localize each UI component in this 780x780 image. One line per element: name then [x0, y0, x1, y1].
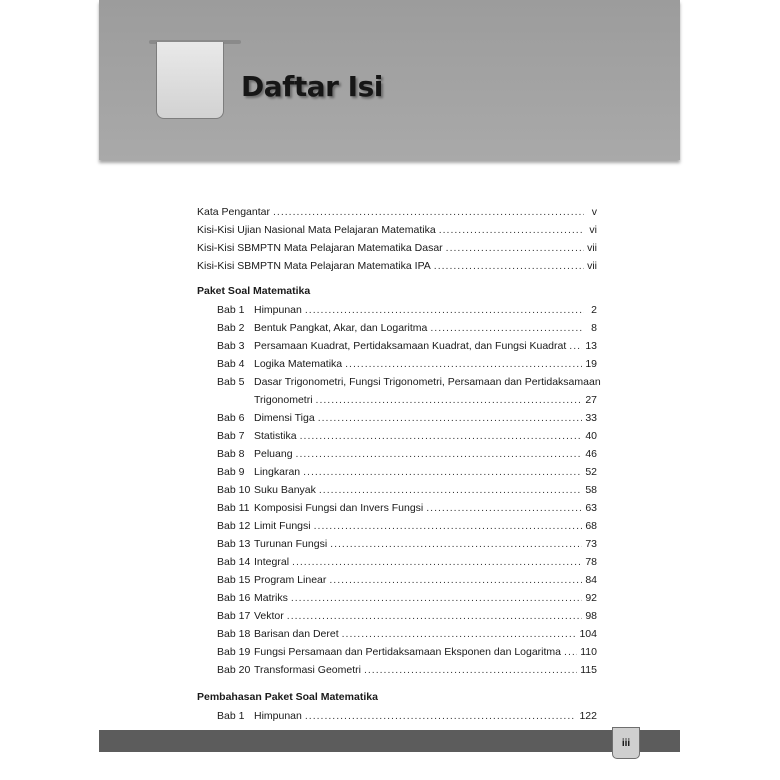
chapter-number: Bab 4 [217, 358, 245, 370]
chapter-number: Bab 2 [217, 322, 245, 334]
entry-title: Persamaan Kuadrat, Pertidaksamaan Kuadrat, dan Fungsi Kuadrat [254, 340, 567, 352]
entry-page: vi [589, 224, 597, 236]
entry-page: 2 [591, 304, 597, 316]
dot-leader [330, 535, 582, 553]
toc-entry[interactable] [197, 481, 597, 499]
entry-title: Barisan dan Deret [254, 628, 339, 640]
section-heading-paket-soal: Paket Soal Matematika [197, 285, 311, 297]
entry-page: 27 [585, 394, 597, 406]
entry-page: 92 [585, 592, 597, 604]
dot-leader [439, 221, 584, 239]
toc-entry[interactable] [197, 535, 597, 553]
entry-page: 104 [579, 628, 597, 640]
dot-leader [426, 499, 582, 517]
toc-entry[interactable] [197, 607, 597, 625]
dot-leader [273, 203, 584, 221]
entry-page: 40 [585, 430, 597, 442]
dot-leader [342, 625, 577, 643]
toc-entry[interactable] [197, 221, 597, 239]
dot-leader [296, 445, 583, 463]
chapter-number: Bab 13 [217, 538, 251, 550]
entry-page: 115 [580, 664, 597, 676]
chapter-number: Bab 12 [217, 520, 251, 532]
entry-page: 19 [585, 358, 597, 370]
toc-entry[interactable] [197, 445, 597, 463]
dot-leader [291, 589, 582, 607]
toc-entry[interactable] [197, 409, 597, 427]
entry-title: Lingkaran [254, 466, 301, 478]
entry-title: Transformasi Geometri [254, 664, 361, 676]
entry-page: 33 [585, 412, 597, 424]
toc-entry[interactable] [197, 707, 597, 725]
chapter-number: Bab 8 [217, 448, 245, 460]
toc-entry[interactable] [197, 499, 597, 517]
dot-leader [569, 337, 582, 355]
section-heading-pembahasan: Pembahasan Paket Soal Matematika [197, 691, 378, 703]
chapter-number: Bab 19 [217, 646, 251, 658]
entry-title: Logika Matematika [254, 358, 343, 370]
toc-entry[interactable] [197, 203, 597, 221]
toc-entry[interactable] [197, 553, 597, 571]
toc-entry[interactable] [197, 571, 597, 589]
section-pembahasan-list [197, 707, 597, 725]
entry-page: 8 [591, 322, 597, 334]
table-of-contents [197, 203, 601, 725]
page-number: iii [612, 727, 640, 759]
chapter-number: Bab 6 [217, 412, 245, 424]
dot-leader [318, 409, 583, 427]
section-paket-soal-list [197, 301, 601, 679]
entry-page: 78 [585, 556, 597, 568]
dot-leader [345, 355, 582, 373]
toc-entry[interactable] [197, 355, 597, 373]
entry-title: Limit Fungsi [254, 520, 311, 532]
entry-title: Kata Pengantar [197, 206, 270, 218]
dot-leader [564, 643, 577, 661]
dot-leader [314, 517, 583, 535]
entry-title: Kisi-Kisi SBMPTN Mata Pelajaran Matematika Dasar [197, 242, 443, 254]
toc-entry[interactable] [197, 661, 597, 679]
dot-leader [287, 607, 583, 625]
entry-page: vii [587, 260, 597, 272]
toc-entry[interactable] [197, 517, 597, 535]
entry-title: Kisi-Kisi Ujian Nasional Mata Pelajaran Matematika [197, 224, 436, 236]
entry-title: Suku Banyak [254, 484, 316, 496]
dot-leader [319, 481, 582, 499]
dot-leader [305, 707, 577, 725]
dot-leader [303, 463, 582, 481]
dot-leader [300, 427, 583, 445]
document-page [99, 0, 680, 780]
entry-title: Integral [254, 556, 290, 568]
chapter-number: Bab 14 [217, 556, 251, 568]
toc-entry[interactable] [197, 257, 597, 275]
toc-entry-line2[interactable] [197, 391, 597, 409]
chapter-number: Bab 3 [217, 340, 245, 352]
toc-entry[interactable] [197, 589, 597, 607]
toc-entry[interactable] [197, 427, 597, 445]
entry-title: Kisi-Kisi SBMPTN Mata Pelajaran Matematika IPA [197, 260, 431, 272]
entry-page: 58 [585, 484, 597, 496]
toc-entry[interactable] [197, 319, 597, 337]
chapter-number: Bab 9 [217, 466, 245, 478]
footer-bar [99, 730, 680, 752]
front-matter-list [197, 203, 597, 275]
bookmark-tab-graphic [156, 42, 224, 119]
entry-title: Statistika [254, 430, 297, 442]
chapter-number: Bab 20 [217, 664, 251, 676]
chapter-number: Bab 16 [217, 592, 251, 604]
toc-entry[interactable] [197, 337, 597, 355]
entry-title: Himpunan [254, 304, 302, 316]
entry-title: Peluang [254, 448, 293, 460]
entry-title: Komposisi Fungsi dan Invers Fungsi [254, 502, 424, 514]
dot-leader [446, 239, 584, 257]
entry-page: v [591, 206, 597, 218]
chapter-number: Bab 7 [217, 430, 245, 442]
entry-page: 73 [585, 538, 597, 550]
entry-page: 84 [585, 574, 597, 586]
entry-title: Vektor [254, 610, 284, 622]
entry-title-continued: Trigonometri [254, 394, 313, 406]
toc-entry-line1[interactable] [197, 373, 601, 391]
entry-page: 68 [585, 520, 597, 532]
toc-entry[interactable] [197, 301, 597, 319]
entry-page: 13 [585, 340, 597, 352]
entry-title: Bentuk Pangkat, Akar, dan Logaritma [254, 322, 428, 334]
entry-title: Program Linear [254, 574, 327, 586]
entry-title: Turunan Fungsi [254, 538, 328, 550]
toc-entry[interactable] [197, 463, 597, 481]
dot-leader [430, 319, 584, 337]
entry-page: 46 [585, 448, 597, 460]
chapter-number: Bab 5 [217, 376, 245, 388]
entry-title: Fungsi Persamaan dan Pertidaksamaan Eksponen dan Logaritma [254, 646, 562, 658]
dot-leader [316, 391, 583, 409]
header-band [99, 0, 680, 160]
entry-page: 110 [580, 646, 597, 658]
entry-title: Dimensi Tiga [254, 412, 315, 424]
dot-leader [329, 571, 582, 589]
chapter-number: Bab 15 [217, 574, 251, 586]
entry-page: vii [587, 242, 597, 254]
entry-title: Matriks [254, 592, 288, 604]
entry-page: 122 [579, 710, 597, 722]
entry-title: Dasar Trigonometri, Fungsi Trigonometri, Persamaan dan Pertidaksamaan [254, 376, 601, 388]
toc-entry[interactable] [197, 625, 597, 643]
chapter-number: Bab 1 [217, 304, 245, 316]
chapter-number: Bab 1 [217, 710, 245, 722]
dot-leader [305, 301, 584, 319]
dot-leader [434, 257, 584, 275]
chapter-number: Bab 11 [217, 502, 250, 514]
toc-entry[interactable] [197, 643, 597, 661]
dot-leader [292, 553, 582, 571]
entry-page: 98 [585, 610, 597, 622]
dot-leader [364, 661, 577, 679]
entry-page: 63 [585, 502, 597, 514]
entry-title: Himpunan [254, 710, 302, 722]
chapter-number: Bab 17 [217, 610, 251, 622]
page-title: Daftar Isi [241, 70, 383, 103]
chapter-number: Bab 10 [217, 484, 251, 496]
toc-entry[interactable] [197, 239, 597, 257]
chapter-number: Bab 18 [217, 628, 251, 640]
entry-page: 52 [585, 466, 597, 478]
